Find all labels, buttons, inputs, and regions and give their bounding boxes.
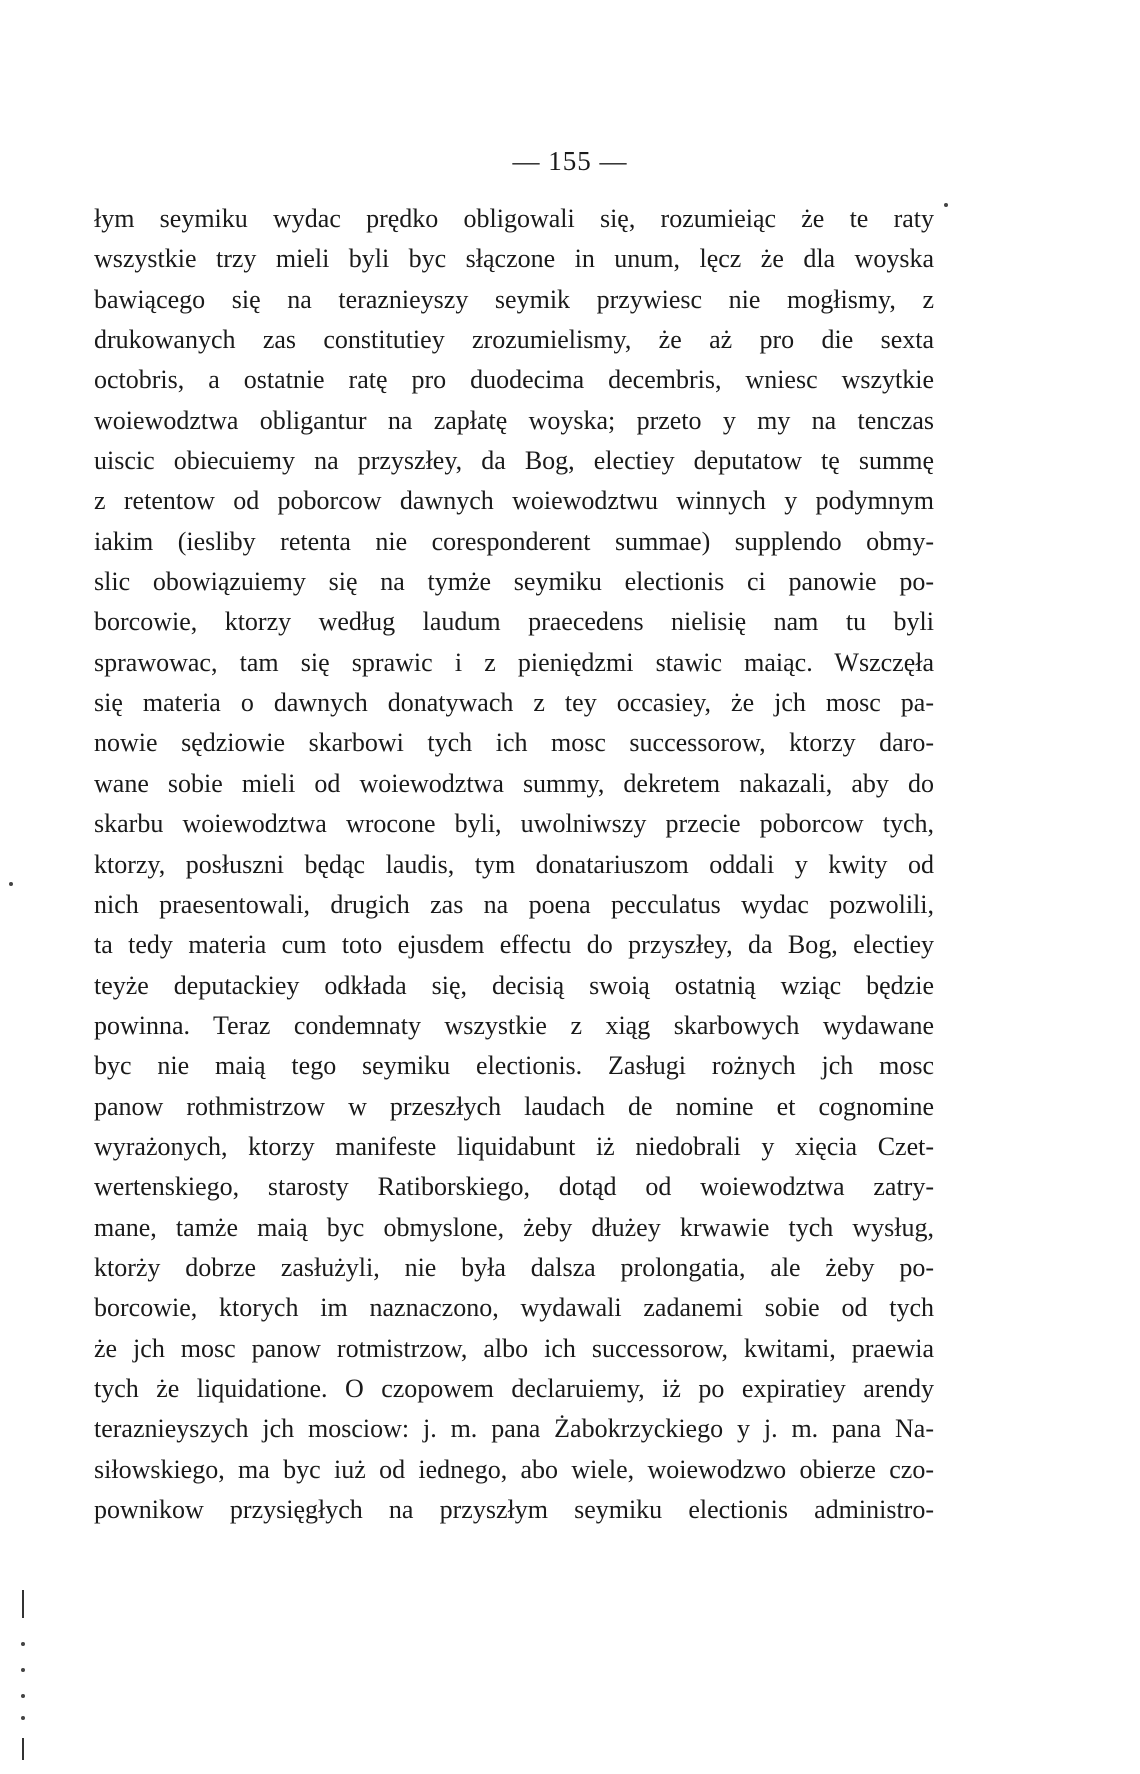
text-line: uiscic obiecuiemy na przyszłey, da Bog, electiey deputatow tę summę: [94, 446, 934, 476]
text-line: wyrażonych, ktorzy manifeste liquidabunt iż niedobrali y xięcia Czet-: [94, 1131, 934, 1161]
text-line: slic obowiązuiemy się na tymże seymiku electionis ci panowie po-: [94, 567, 934, 597]
scan-dot: [9, 882, 13, 886]
text-line: ktorży dobrze zasłużyli, nie była dalsza prolongatia, ale żeby po-: [94, 1252, 934, 1282]
text-line: sprawowac, tam się sprawic i z pieniędzmi stawic maiąc. Wszczęła: [94, 647, 934, 677]
text-line: ta tedy materia cum toto ejusdem effectu do przyszłey, da Bog, electiey: [94, 930, 934, 960]
text-line: mane, tamże maią byc obmyslone, żeby dłużey krwawie tych wysług,: [94, 1212, 934, 1242]
text-line: byc nie maią tego seymiku electionis. Zasługi rożnych jch mosc: [94, 1051, 934, 1081]
text-line: wszystkie trzy mieli byli byc słączone in unum, lęcz że dla woyska: [94, 244, 934, 274]
text-line: woiewodztwa obligantur na zapłatę woyska; przeto y my na tenczas: [94, 405, 934, 435]
text-line: tych że liquidatione. O czopowem declaruiemy, iż po expiratiey arendy: [94, 1373, 934, 1403]
text-line: panow rothmistrzow w przeszłych laudach de nomine et cognomine: [94, 1091, 934, 1121]
text-line: nich praesentowali, drugich zas na poena pecculatus wydac pozwolili,: [94, 889, 934, 919]
text-line: wane sobie mieli od woiewodztwa summy, dekretem nakazali, aby do: [94, 768, 934, 798]
scan-dot: [21, 1642, 25, 1646]
text-line: teyże deputackiey odkłada się, decisią swoią ostatnią wziąc będzie: [94, 970, 934, 1000]
text-line: z retentow od poborcow dawnych woiewodztwu winnych y podymnym: [94, 486, 934, 516]
text-line: łym seymiku wydac prędko obligowali się, rozumieiąc że te raty: [94, 204, 934, 233]
text-line: octobris, a ostatnie ratę pro duodecima decembris, wniesc wszytkie: [94, 365, 934, 395]
text-line: iakim (iesliby retenta nie coresponderent summae) supplendo obmy-: [94, 526, 934, 556]
text-line: pownikow przysięgłych na przyszłym seymiku electionis administro-: [94, 1495, 934, 1524]
text-line: się materia o dawnych donatywach z tey occasiey, że jch mosc pa-: [94, 688, 934, 718]
scan-dot: [21, 1694, 25, 1698]
text-line: nowie sędziowie skarbowi tych ich mosc successorow, ktorzy daro-: [94, 728, 934, 758]
text-line: skarbu woiewodztwa wrocone byli, uwolniwszy przecie poborcow tych,: [94, 809, 934, 839]
text-line: że jch mosc panow rotmistrzow, albo ich successorow, kwitami, praewia: [94, 1333, 934, 1363]
text-line: powinna. Teraz condemnaty wszystkie z xiąg skarbowych wydawane: [94, 1010, 934, 1040]
scan-dot: [944, 203, 948, 207]
text-line: borcowie, ktorych im naznaczono, wydawali zadanemi sobie od tych: [94, 1293, 934, 1323]
text-line: teraznieyszych jch mosciow: j. m. pana Żabokrzyckiego y j. m. pana Na-: [94, 1414, 934, 1444]
text-line: siłowskiego, ma byc iuż od iednego, abo wiele, woiewodzwo obierze czo-: [94, 1454, 934, 1484]
scan-margin-marks: [20, 1590, 26, 1760]
text-line: wertenskiego, starosty Ratiborskiego, dotąd od woiewodztwa zatry-: [94, 1172, 934, 1202]
scan-mark: [22, 1590, 24, 1618]
scan-dot: [21, 1668, 25, 1672]
page-number: — 155 —: [512, 146, 628, 176]
body-text: [94, 199, 934, 1530]
text-line: drukowanych zas constitutiey zrozumielismy, że aż pro die sexta: [94, 325, 934, 355]
text-line: ktorzy, posłuszni będąc laudis, tym donatariuszom oddali y kwity od: [94, 849, 934, 879]
text-line: bawiącego się na teraznieyszy seymik przywiesc nie mogłismy, z: [94, 284, 934, 314]
scan-mark: [22, 1738, 24, 1760]
scan-dot: [21, 1716, 25, 1720]
text-line: borcowie, ktorzy według laudum praecedens nielisię nam tu byli: [94, 607, 934, 637]
